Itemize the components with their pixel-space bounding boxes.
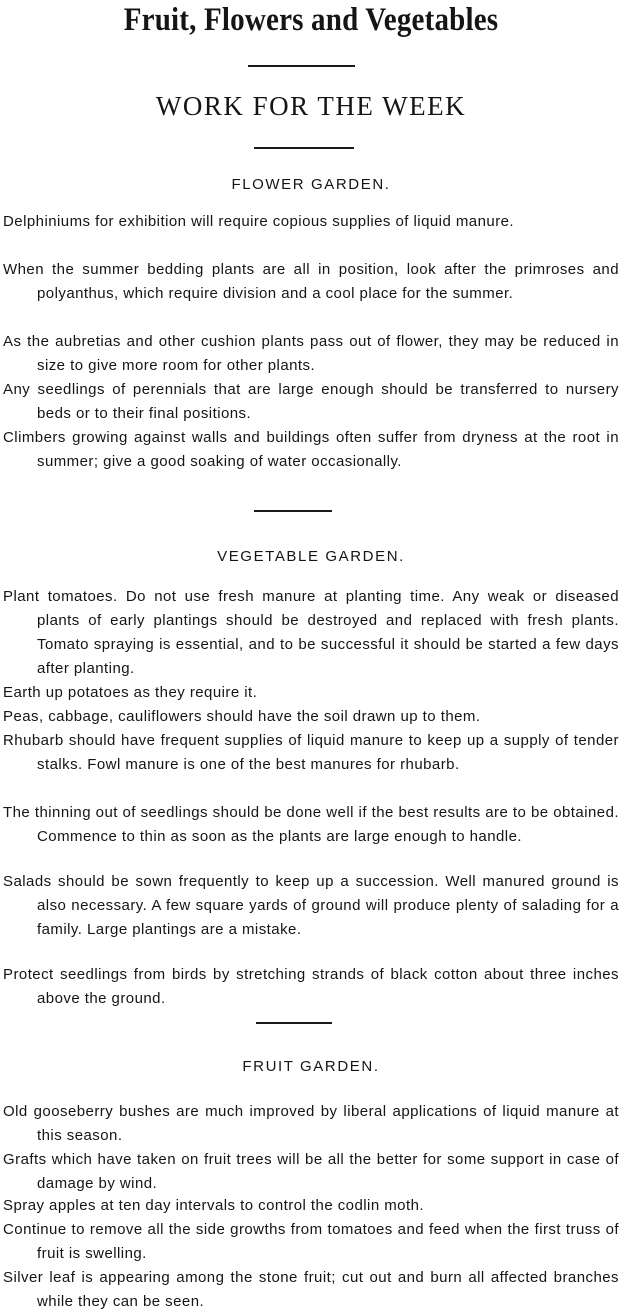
fruit-garden-heading: FRUIT GARDEN. — [242, 1058, 380, 1075]
list-item: Any seedlings of perennials that are large enough should be transferred to nursery beds or to their final positions. — [3, 381, 619, 422]
list-item: Rhubarb should have frequent supplies of liquid manure to keep up a supply of tender stalks. Fowl manure is one of the best manures for rhubarb. — [3, 732, 619, 773]
list-item: Old gooseberry bushes are much improved by liberal applications of liquid manure at this season. — [3, 1103, 619, 1144]
list-item: When the summer bedding plants are all in position, look after the primroses and polyanthus, which require division and a cool place for the summer. — [3, 261, 619, 302]
list-item: Silver leaf is appearing among the stone fruit; cut out and burn all affected branches while they can be seen. — [3, 1269, 619, 1310]
list-item: Grafts which have taken on fruit trees will be all the better for some support in case of damage by wind. — [3, 1151, 619, 1192]
article-subtitle: WORK FOR THE WEEK — [155, 91, 467, 121]
list-item: Protect seedlings from birds by stretching strands of black cotton about three inches above the ground. — [3, 966, 619, 1007]
list-item: The thinning out of seedlings should be done well if the best results are to be obtained. Commence to thin as soon as the plants are large enough to handle. — [3, 804, 619, 845]
article-title: Fruit, Flowers and Vegetables — [123, 2, 499, 38]
vegetable-garden-heading: VEGETABLE GARDEN. — [217, 548, 405, 565]
list-item: Salads should be sown frequently to keep up a succession. Well manured ground is also necessary. A few square yards of ground will produce plenty of salading for a family. Large plantings are a mistake. — [3, 873, 619, 938]
flower-garden-heading: FLOWER GARDEN. — [231, 176, 391, 193]
title-rule — [248, 65, 355, 67]
list-item: Peas, cabbage, cauliflowers should have the soil drawn up to them. — [3, 708, 481, 725]
section-rule — [254, 510, 332, 512]
list-item: Continue to remove all the side growths from tomatoes and feed when the first truss of fruit is swelling. — [3, 1221, 619, 1262]
list-item: Climbers growing against walls and buildings often suffer from dryness at the root in summer; give a good soaking of water occasionally. — [3, 429, 619, 470]
list-item: Spray apples at ten day intervals to control the codlin moth. — [3, 1197, 425, 1214]
list-item: Earth up potatoes as they require it. — [3, 684, 258, 701]
list-item: Delphiniums for exhibition will require copious supplies of liquid manure. — [3, 213, 515, 230]
list-item: Plant tomatoes. Do not use fresh manure at planting time. Any weak or diseased plants of early plantings should be destroyed and replaced with fresh plants. Tomato spraying is essential, and to be successful it should be started a few days after planting. — [3, 588, 619, 677]
section-rule — [256, 1022, 332, 1024]
subtitle-rule — [254, 147, 354, 149]
list-item: As the aubretias and other cushion plants pass out of flower, they may be reduced in size to give more room for other plants. — [3, 333, 619, 374]
